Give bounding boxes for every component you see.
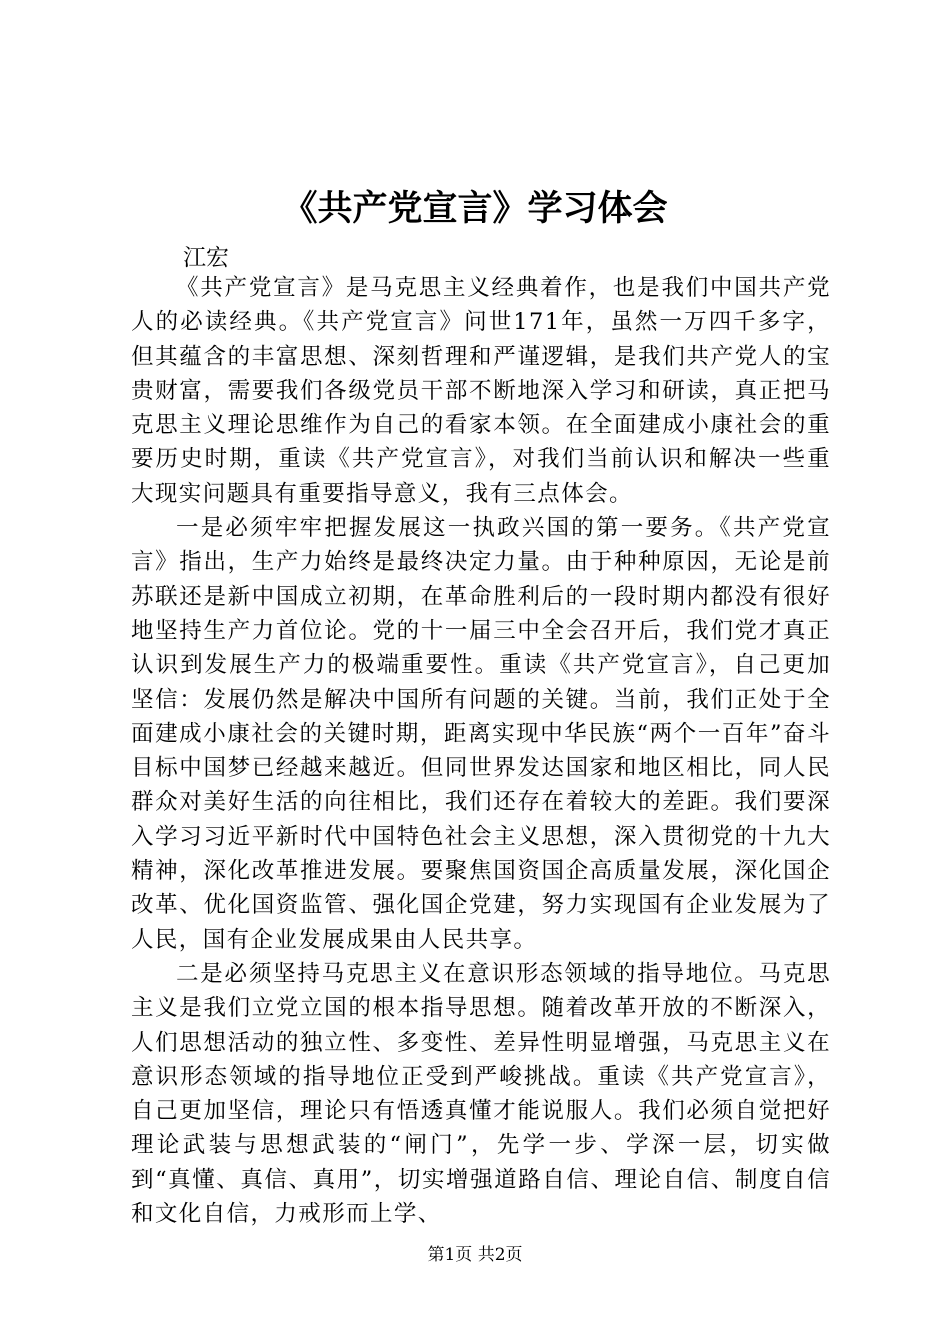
document-title: 《共产党宣言》学习体会	[282, 188, 668, 229]
paragraph-point-one: 一是必须牢牢把握发展这一执政兴国的第一要务。《共产党宣言》指出，生产力始终是最终决定力量。由于种种原因，无论是前苏联还是新中国成立初期，在革命胜利后的一段时期内都没有很好地坚持生产力首位论。党的十一届三中全会召开后，我们党才真正认识到发展生产力的极端重要性。重读《共产党宣言》，自己更加坚信：发展仍然是解决中国所有问题的关键。当前，我们正处于全面建成小康社会的关键时期，距离实现中华民族“两个一百年”奋斗目标中国梦已经越来越近。但同世界发达国家和地区相比，同人民群众对美好生活的向往相比，我们还存在着较大的差距。我们要深入学习习近平新时代中国特色社会主义思想，深入贯彻党的十九大精神，深化改革推进发展。要聚焦国资国企高质量发展，深化国企改革、优化国资监管、强化国企党建，努力实现国有企业发展为了人民，国有企业发展成果由人民共享。	[131, 515, 831, 953]
author-name: 江宏	[183, 245, 229, 271]
document-body	[131, 271, 831, 1231]
page-footer: 第1页 共2页	[427, 1245, 523, 1265]
paragraph-intro: 《共产党宣言》是马克思主义经典着作，也是我们中国共产党人的必读经典。《共产党宣言》问世171年，虽然一万四千多字，但其蕴含的丰富思想、深刻哲理和严谨逻辑，是我们共产党人的宝贵财富，需要我们各级党员干部不断地深入学习和研读，真正把马克思主义理论思维作为自己的看家本领。在全面建成小康社会的重要历史时期，重读《共产党宣言》，对我们当前认识和解决一些重大现实问题具有重要指导意义，我有三点体会。	[131, 275, 831, 507]
paragraph-point-two: 二是必须坚持马克思主义在意识形态领域的指导地位。马克思主义是我们立党立国的根本指导思想。随着改革开放的不断深入，人们思想活动的独立性、多变性、差异性明显增强，马克思主义在意识形态领域的指导地位正受到严峻挑战。重读《共产党宣言》，自己更加坚信，理论只有悟透真懂才能说服人。我们必须自觉把好理论武装与思想武装的“闸门”，先学一步、学深一层，切实做到“真懂、真信、真用”，切实增强道路自信、理论自信、制度自信和文化自信，力戒形而上学、	[131, 960, 831, 1228]
